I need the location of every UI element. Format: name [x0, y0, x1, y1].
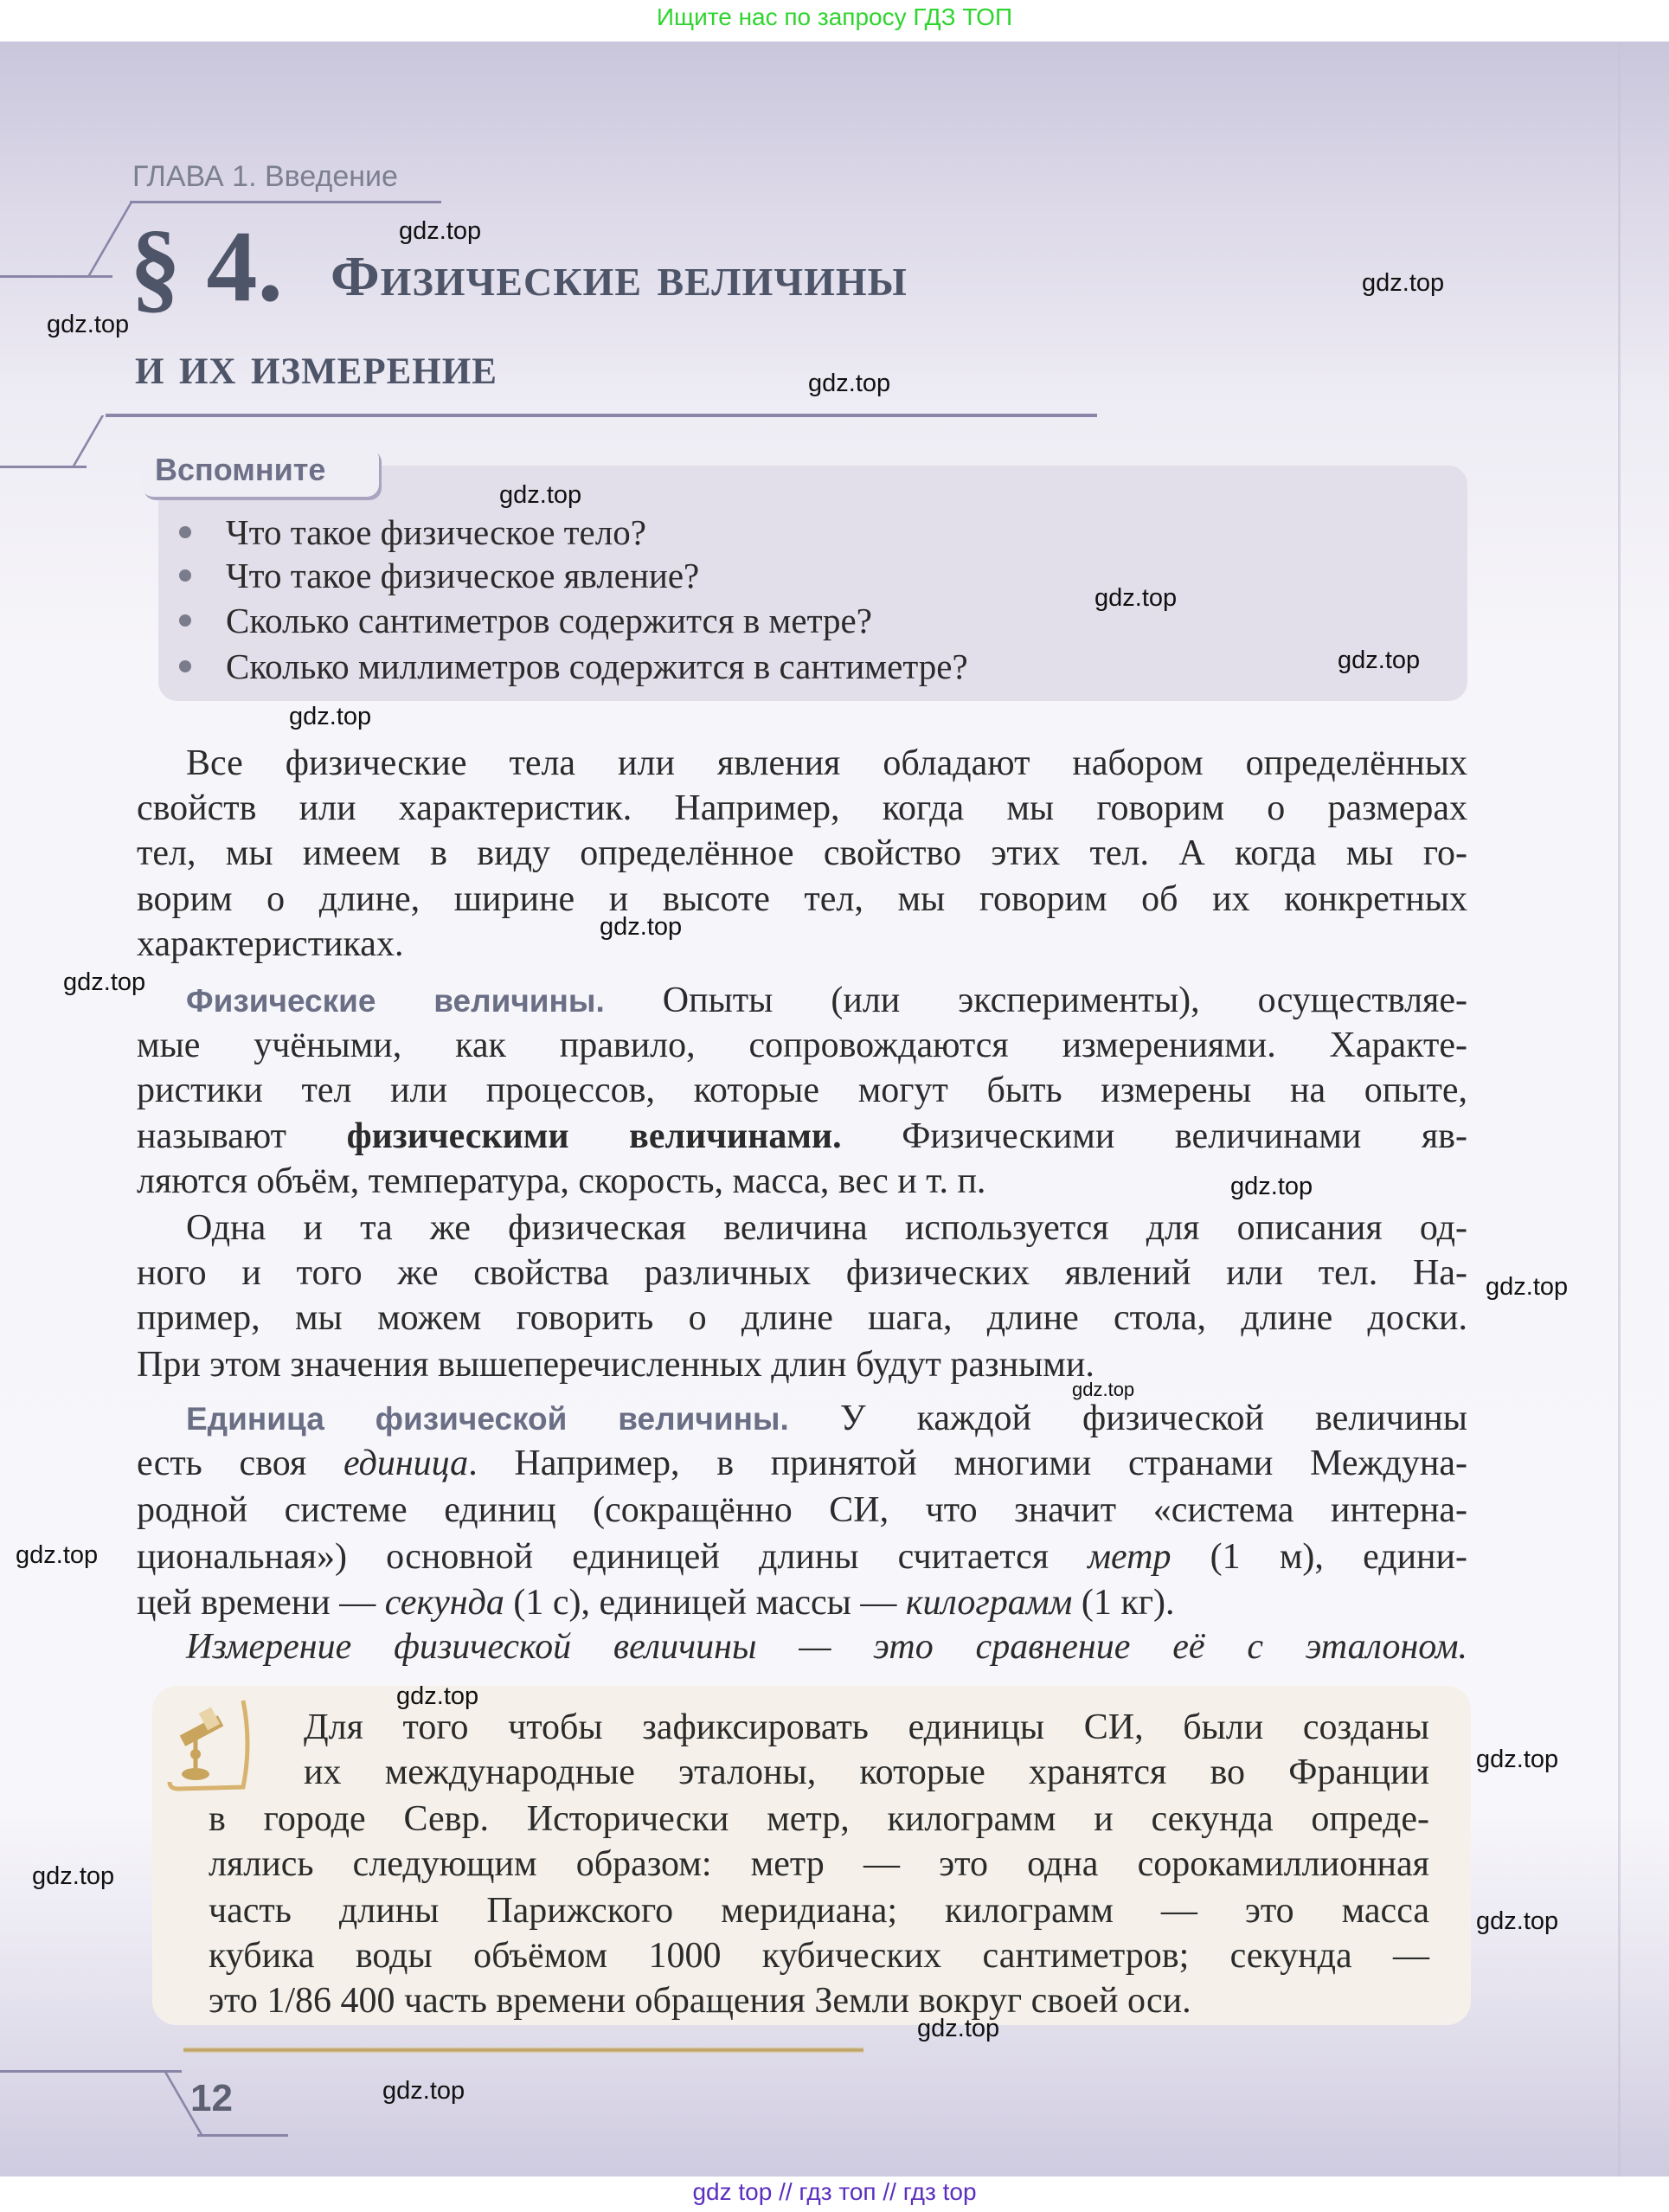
text-run: циональная») основной единицей длины считается	[137, 1537, 1088, 1577]
body-text-line	[137, 1023, 1467, 1068]
watermark-text: gdz.top	[1486, 1273, 1569, 1301]
text-run: При этом значения вышеперечисленных длин будут разными.	[137, 1345, 1094, 1385]
body-text-line	[186, 1396, 1467, 1442]
body-text-line	[186, 978, 1467, 1024]
body-text-line	[137, 1342, 1467, 1387]
watermark-text: gdz.top	[1338, 646, 1421, 674]
text-run: родной системе единиц (сокращённо СИ, что значит «система интерна-	[137, 1490, 1467, 1530]
body-text-line	[137, 1441, 1467, 1486]
top-banner	[0, 0, 1669, 42]
watermark-text: gdz.top	[1072, 1379, 1135, 1400]
watermark-text: gdz.top	[382, 2077, 465, 2105]
watermark-text: gdz.top	[1476, 1907, 1559, 1935]
recall-item: Что такое физическое тело?	[226, 512, 646, 552]
bottom-banner-text: gdz top // гдз топ // гдз top	[692, 2178, 977, 2205]
text-run: ляются объём, температура, скорость, масса, вес и т. п.	[137, 1161, 986, 1201]
info-text-line: часть длины Парижского меридиана; килограмм — это масса	[209, 1891, 1429, 1931]
watermark-text: gdz.top	[47, 311, 130, 338]
bullet-icon	[179, 614, 191, 627]
body-text-line	[137, 1114, 1467, 1159]
text-run: тел, мы имеем в виду определённое свойство этих тел. А когда мы го-	[137, 833, 1467, 873]
text-run: есть своя	[137, 1444, 343, 1483]
watermark-text: gdz.top	[399, 217, 482, 245]
italic-term: метр	[1088, 1537, 1172, 1577]
decor-line	[0, 275, 112, 278]
info-text-line: кубика воды объёмом 1000 кубических сантиметров; секунда —	[209, 1936, 1429, 1976]
italic-term: единица	[343, 1444, 469, 1483]
watermark-text: gdz.top	[1230, 1173, 1313, 1200]
body-text-line	[137, 1580, 1467, 1625]
text-run: ристики тел или процессов, которые могут быть измерены на опыте,	[137, 1071, 1467, 1110]
section-subheading: Единица физической величины.	[186, 1401, 789, 1437]
watermark-text: gdz.top	[808, 370, 891, 397]
text-run: Физическими величинами яв-	[841, 1116, 1467, 1156]
page-title-line2: и их измерение	[135, 337, 497, 395]
body-text-line	[137, 1068, 1467, 1113]
page-title: Физические величины	[331, 245, 908, 308]
body-text-line	[137, 1251, 1467, 1296]
info-text-line: их международные эталоны, которые хранятся во Франции	[304, 1752, 1429, 1792]
watermark-text: gdz.top	[1476, 1746, 1559, 1773]
chapter-divider	[130, 201, 441, 203]
text-run: цей времени —	[137, 1583, 385, 1623]
italic-term: Измерение физической величины — это сравнение её с эталоном.	[186, 1627, 1467, 1667]
body-text-line	[137, 1488, 1467, 1533]
info-text-line: лялись следующим образом: метр — это одна сорокамиллионная	[209, 1844, 1429, 1884]
watermark-text: gdz.top	[600, 913, 683, 941]
body-text-line	[137, 786, 1467, 831]
watermark-text: gdz.top	[32, 1862, 115, 1890]
text-run: мые учёными, как правило, сопровождаются измерениями. Характе-	[137, 1026, 1467, 1065]
bold-term: физическими величинами.	[346, 1116, 842, 1156]
text-run: Одна и та же физическая величина используется для описания од-	[186, 1208, 1467, 1248]
recall-label: Вспомните	[155, 452, 326, 487]
text-run: (1 кг).	[1072, 1583, 1175, 1623]
text-run: (1 с), единицей массы —	[504, 1583, 906, 1623]
chapter-label: ГЛАВА 1. Введение	[132, 160, 398, 193]
body-text-line	[137, 922, 1467, 967]
bullet-icon	[179, 526, 191, 538]
bullet-icon	[179, 569, 191, 582]
text-run: Опыты (или эксперименты), осуществляе-	[604, 981, 1467, 1020]
text-run: Все физические тела или явления обладают набором определённых	[186, 743, 1467, 783]
body-text-line	[137, 1296, 1467, 1341]
top-banner-text: Ищите нас по запросу ГДЗ ТОП	[656, 3, 1013, 30]
body-text-line	[137, 877, 1467, 922]
decor-line	[0, 2070, 182, 2073]
watermark-text: gdz.top	[917, 2015, 1000, 2042]
watermark-text: gdz.top	[16, 1541, 99, 1569]
text-run: свойств или характеристик. Например, когда мы говорим о размерах	[137, 788, 1467, 828]
text-run: ного и того же свойства различных физических явлений или тел. На-	[137, 1253, 1467, 1293]
watermark-text: gdz.top	[63, 968, 146, 996]
text-run: ворим о длине, ширине и высоте тел, мы говорим об их конкретных	[137, 879, 1467, 919]
bottom-divider	[183, 2048, 863, 2053]
decor-line	[197, 2134, 288, 2137]
info-text-line: Для того чтобы зафиксировать единицы СИ, были созданы	[304, 1707, 1429, 1747]
text-run: (1 м), едини-	[1171, 1537, 1467, 1577]
watermark-text: gdz.top	[289, 703, 372, 730]
watermark-text: gdz.top	[1362, 269, 1445, 297]
recall-item: Сколько миллиметров содержится в сантиметре?	[226, 646, 968, 686]
body-text-line	[137, 1534, 1467, 1579]
text-run: характеристиках.	[137, 924, 404, 964]
watermark-text: gdz.top	[1094, 584, 1178, 612]
bottom-banner	[0, 2177, 1669, 2212]
info-text-line: в городе Севр. Исторически метр, килограмм и секунда опреде-	[209, 1799, 1429, 1839]
body-text-line	[186, 741, 1467, 786]
section-number: § 4.	[130, 209, 283, 323]
bullet-icon	[179, 660, 191, 672]
body-text-line	[186, 1624, 1467, 1669]
body-text-line	[186, 1206, 1467, 1251]
recall-item: Сколько сантиметров содержится в метре?	[226, 601, 872, 640]
text-run: У каждой физической величины	[788, 1399, 1467, 1438]
text-run: . Например, в принятой многими странами Междуна-	[468, 1444, 1467, 1483]
recall-item: Что такое физическое явление?	[226, 556, 700, 595]
watermark-text: gdz.top	[396, 1682, 479, 1710]
italic-term: секунда	[384, 1583, 504, 1623]
italic-term: килограмм	[905, 1583, 1073, 1623]
section-subheading: Физические величины.	[186, 983, 605, 1019]
text-run: пример, мы можем говорить о длине шага, длине стола, длине доски.	[137, 1298, 1467, 1338]
telescope-icon	[161, 1692, 256, 1796]
info-text-line: это 1/86 400 часть времени обращения Земли вокруг своей оси.	[209, 1981, 1191, 2021]
recall-tab	[141, 447, 379, 497]
page-number: 12	[190, 2077, 233, 2119]
watermark-text: gdz.top	[499, 481, 582, 509]
body-text-line	[137, 831, 1467, 876]
text-run: называют	[137, 1116, 347, 1156]
title-divider	[106, 414, 1097, 417]
